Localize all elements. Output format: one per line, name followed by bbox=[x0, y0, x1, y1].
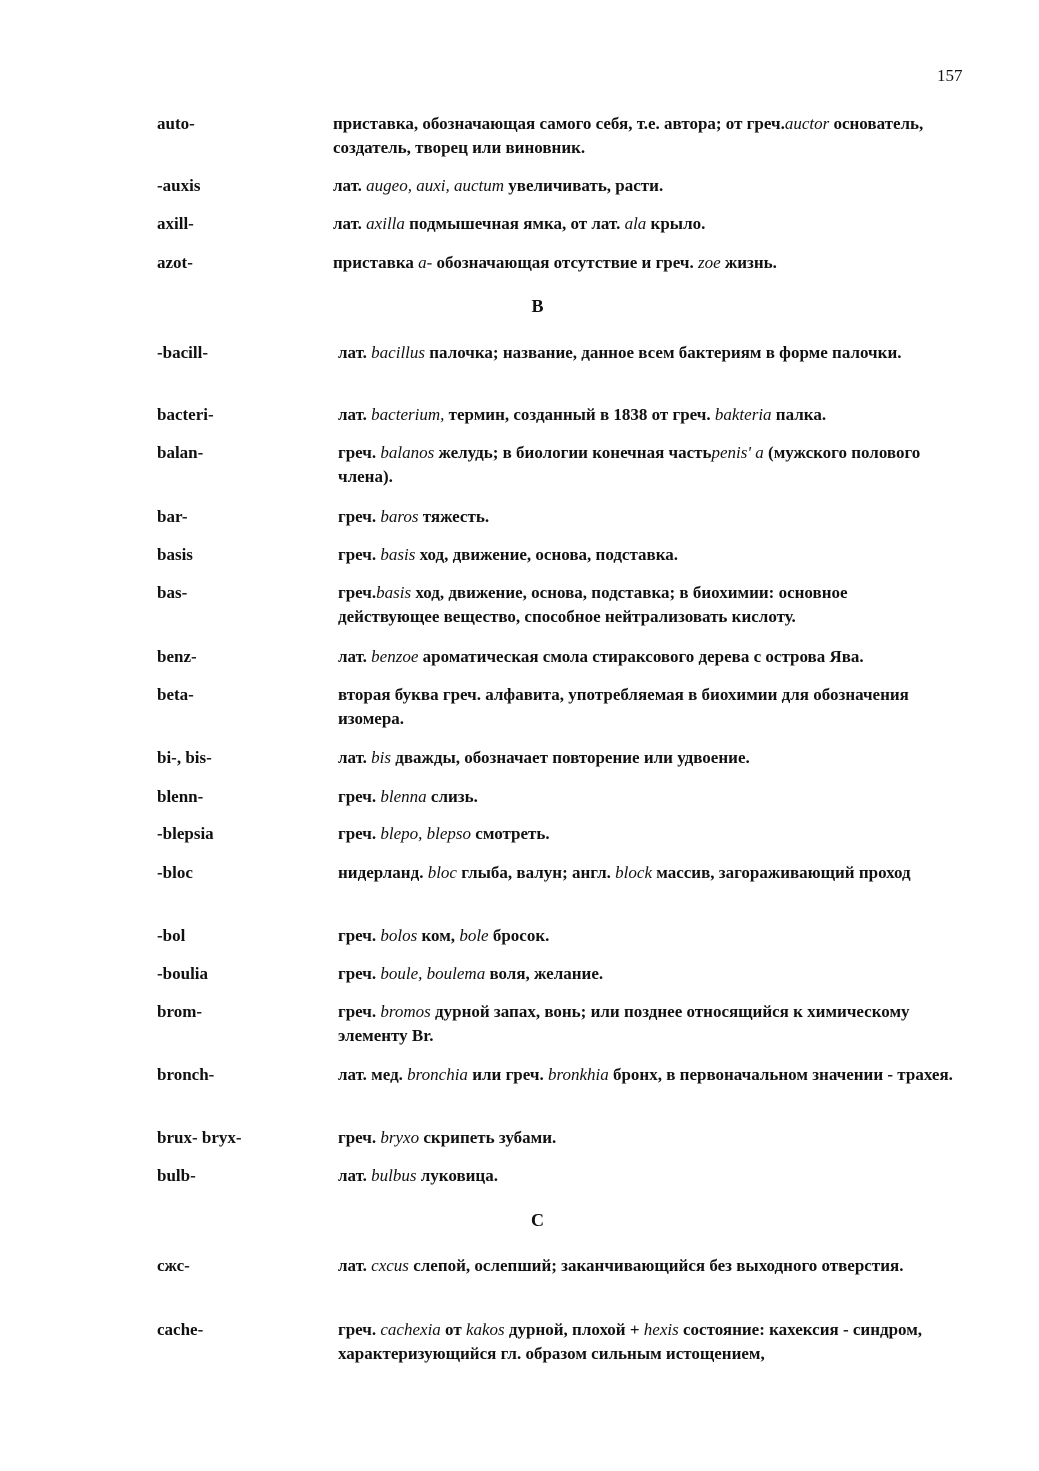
entry-term: -boulia bbox=[157, 964, 209, 983]
entry-definition bbox=[338, 1164, 953, 1188]
section-letter: B bbox=[531, 296, 544, 316]
entry-term: basis bbox=[157, 545, 193, 564]
entry-definition bbox=[333, 112, 948, 160]
entry-definition bbox=[333, 212, 948, 236]
entry-term: bas- bbox=[157, 583, 188, 602]
entry-definition bbox=[338, 341, 953, 365]
definition-segment: массив, загораживающий проход bbox=[652, 863, 911, 882]
entry-definition bbox=[338, 1063, 953, 1087]
definition-segment: палочка; название, данное всем бактериям в форме палочки. bbox=[425, 343, 902, 362]
definition-segment: дважды, обозначает повторение или удвоение. bbox=[391, 748, 750, 767]
definition-italic-segment: blepo, blepso bbox=[380, 824, 472, 843]
definition-italic-segment: bis bbox=[371, 748, 392, 767]
definition-italic-segment: bacillus bbox=[371, 343, 426, 362]
definition-italic-segment: auctor bbox=[784, 114, 830, 133]
definition-segment: термин, созданный в 1838 от греч. bbox=[444, 405, 715, 424]
definition-italic-segment: bromos bbox=[380, 1002, 431, 1021]
entry-definition bbox=[338, 1126, 953, 1150]
entry-term: -bol bbox=[157, 926, 186, 945]
definition-italic-segment: bronkhia bbox=[547, 1065, 609, 1084]
entry-definition bbox=[338, 861, 953, 885]
entry-term: bi-, bis- bbox=[157, 748, 212, 767]
entry-term: cache- bbox=[157, 1320, 204, 1339]
definition-italic-segment: balanos bbox=[380, 443, 435, 462]
definition-segment: греч. bbox=[338, 583, 377, 602]
definition-segment: ароматическая смола стираксового дерева с острова Ява. bbox=[418, 647, 864, 666]
entry-term: -bacill- bbox=[157, 343, 208, 362]
entry-term: bar- bbox=[157, 507, 188, 526]
definition-segment: лат. bbox=[338, 405, 372, 424]
entry-term: beta- bbox=[157, 685, 194, 704]
entry-term: bacteri- bbox=[157, 405, 214, 424]
entry-definition bbox=[338, 543, 953, 567]
definition-segment: (мужского полового члена). bbox=[338, 443, 921, 486]
definition-segment: глыба, валун; англ. bbox=[456, 863, 616, 882]
entry-definition bbox=[338, 505, 953, 529]
entry-definition bbox=[338, 785, 953, 809]
definition-italic-segment: a- bbox=[418, 253, 433, 272]
entry-term: auto- bbox=[157, 114, 195, 133]
definition-italic-segment: kakos bbox=[465, 1320, 505, 1339]
entry-term: сжс- bbox=[157, 1256, 190, 1275]
definition-segment: крыло. bbox=[646, 214, 706, 233]
definition-italic-segment: basis bbox=[380, 545, 416, 564]
definition-segment: бросок. bbox=[488, 926, 550, 945]
entry-term: brux- bryx- bbox=[157, 1128, 242, 1147]
entry-definition bbox=[338, 403, 953, 427]
definition-segment: слепой, ослепший; заканчивающийся без выходного отверстия. bbox=[408, 1256, 904, 1275]
entry-definition bbox=[338, 1254, 953, 1278]
definition-segment: увеличивать, расти. bbox=[504, 176, 664, 195]
entry-definition bbox=[338, 1000, 953, 1048]
definition-italic-segment: bronchia bbox=[407, 1065, 468, 1084]
entry-definition bbox=[338, 645, 953, 669]
definition-italic-segment: augeo, auxi, auctum bbox=[366, 176, 505, 195]
definition-italic-segment: blenna bbox=[380, 787, 427, 806]
definition-segment: ком, bbox=[417, 926, 460, 945]
definition-segment: греч. bbox=[338, 443, 381, 462]
definition-italic-segment: baros bbox=[380, 507, 419, 526]
definition-segment: лат. bbox=[333, 176, 367, 195]
definition-segment: состояние: кахексия - синдром, характеризующийся гл. образом сильным истощением, bbox=[338, 1320, 923, 1363]
entry-definition bbox=[338, 581, 953, 629]
entry-definition bbox=[338, 441, 953, 489]
definition-italic-segment: penis' a bbox=[711, 443, 764, 462]
definition-segment: ход, движение, основа, подставка; в биохимии: основное действующее вещество, способное нейтрализовать кислоту. bbox=[338, 583, 848, 626]
entry-term: -blepsia bbox=[157, 824, 214, 843]
definition-segment: луковица. bbox=[416, 1166, 498, 1185]
entry-definition bbox=[338, 1318, 953, 1366]
definition-italic-segment: bolos bbox=[380, 926, 418, 945]
definition-segment: желудь; в биологии конечная часть bbox=[434, 443, 712, 462]
definition-segment: тяжесть. bbox=[418, 507, 490, 526]
entry-definition bbox=[338, 746, 953, 770]
entry-definition bbox=[338, 962, 953, 986]
definition-segment: лат. bbox=[333, 214, 367, 233]
definition-segment: жизнь. bbox=[720, 253, 777, 272]
definition-segment: греч. bbox=[338, 787, 381, 806]
entry-term: -bloc bbox=[157, 863, 193, 882]
entry-definition bbox=[338, 924, 953, 948]
entry-definition bbox=[333, 251, 948, 275]
section-letter: C bbox=[531, 1210, 544, 1230]
definition-segment: палка. bbox=[771, 405, 827, 424]
definition-segment: греч. bbox=[338, 824, 381, 843]
definition-segment: слизь. bbox=[426, 787, 478, 806]
definition-italic-segment: axilla bbox=[366, 214, 405, 233]
definition-segment: приставка, обозначающая самого себя, т.е. автора; от греч. bbox=[333, 114, 785, 133]
definition-segment: лат. bbox=[338, 647, 372, 666]
entry-term: brom- bbox=[157, 1002, 203, 1021]
definition-italic-segment: cxcus bbox=[371, 1256, 409, 1275]
definition-segment: воля, желание. bbox=[485, 964, 604, 983]
definition-italic-segment: bakteria bbox=[714, 405, 772, 424]
definition-segment: обозначающая отсутствие и греч. bbox=[432, 253, 698, 272]
definition-segment: дурной запах, вонь; или позднее относящийся к химическому элементу Br. bbox=[338, 1002, 910, 1045]
definition-italic-segment: basis bbox=[376, 583, 412, 602]
definition-italic-segment: bacterium, bbox=[371, 405, 445, 424]
definition-italic-segment: block bbox=[615, 863, 652, 882]
definition-segment: греч. bbox=[338, 964, 381, 983]
definition-italic-segment: cachexia bbox=[380, 1320, 441, 1339]
definition-segment: лат. мед. bbox=[338, 1065, 408, 1084]
entry-definition bbox=[338, 822, 953, 846]
definition-italic-segment: hexis bbox=[643, 1320, 679, 1339]
definition-segment: или греч. bbox=[467, 1065, 548, 1084]
definition-italic-segment: bulbus bbox=[371, 1166, 417, 1185]
definition-segment: лат. bbox=[338, 748, 372, 767]
entry-definition bbox=[333, 174, 948, 198]
entry-term: azot- bbox=[157, 253, 193, 272]
definition-segment: лат. bbox=[338, 343, 372, 362]
entry-term: blenn- bbox=[157, 787, 204, 806]
definition-italic-segment: benzoe bbox=[371, 647, 419, 666]
definition-segment: греч. bbox=[338, 1128, 381, 1147]
entry-definition bbox=[338, 683, 953, 731]
definition-italic-segment: zoe bbox=[697, 253, 721, 272]
definition-italic-segment: bryxo bbox=[380, 1128, 420, 1147]
entry-term: balan- bbox=[157, 443, 204, 462]
definition-segment: вторая буква греч. алфавита, употребляемая в биохимии для обозначения изомера. bbox=[338, 685, 909, 728]
definition-segment: от bbox=[440, 1320, 466, 1339]
definition-segment: дурной, плохой + bbox=[504, 1320, 644, 1339]
definition-segment: греч. bbox=[338, 545, 381, 564]
entry-term: -auxis bbox=[157, 176, 201, 195]
page-number: 157 bbox=[937, 66, 963, 85]
definition-segment: подмышечная ямка, от лат. bbox=[404, 214, 625, 233]
definition-segment: греч. bbox=[338, 507, 381, 526]
definition-segment: бронх, в первоначальном значении - трахея. bbox=[608, 1065, 953, 1084]
entry-term: bronch- bbox=[157, 1065, 215, 1084]
entry-term: benz- bbox=[157, 647, 197, 666]
definition-italic-segment: boule, boulema bbox=[380, 964, 486, 983]
definition-segment: лат. bbox=[338, 1166, 372, 1185]
definition-segment: ход, движение, основа, подставка. bbox=[415, 545, 679, 564]
definition-italic-segment: bole bbox=[459, 926, 489, 945]
definition-segment: греч. bbox=[338, 926, 381, 945]
definition-segment: скрипеть зубами. bbox=[419, 1128, 557, 1147]
definition-segment: греч. bbox=[338, 1002, 381, 1021]
definition-segment: основатель, создатель, творец или виновник. bbox=[333, 114, 924, 157]
definition-italic-segment: ala bbox=[624, 214, 647, 233]
entry-term: bulb- bbox=[157, 1166, 196, 1185]
definition-segment: лат. bbox=[338, 1256, 372, 1275]
definition-segment: нидерланд. bbox=[338, 863, 428, 882]
definition-segment: приставка bbox=[333, 253, 419, 272]
definition-italic-segment: bloc bbox=[427, 863, 457, 882]
entry-term: axill- bbox=[157, 214, 194, 233]
definition-segment: смотреть. bbox=[471, 824, 550, 843]
definition-segment: греч. bbox=[338, 1320, 381, 1339]
